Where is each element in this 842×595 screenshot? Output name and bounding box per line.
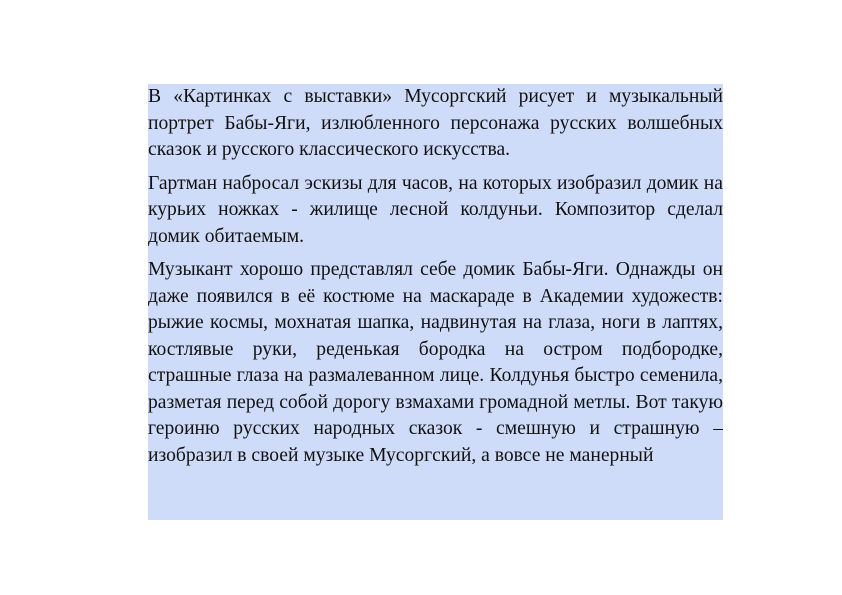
text-box: [148, 84, 723, 520]
paragraph-1: В «Картинках с выставки» Мусоргский рисует и музыкальный портрет Бабы-Яги, излюбленного персонажа русских волшебных сказок и русского классического искусства.: [148, 86, 723, 160]
paragraph-2: Гартман набросал эскизы для часов, на которых изобразил домик на курьих ножках - жилище лесной колдуньи. Композитор сделал домик обитаемым.: [148, 172, 723, 247]
paragraph-3: Музыкант хорошо представлял себе домик Бабы-Яги. Однажды он даже появился в её костюме на маскараде в Академии художеств: рыжие космы, мохнатая шапка, надвинутая на глаза, ноги в лаптях, костлявые руки, реденькая бородка на остром подбородке, страшные глаза на размалеванном лице. Колдунья быстро семенила, разметая перед собой дорогу взмахами громадной метлы. Вот такую героиню русских народных сказок - смешную и страшную – изобразил в своей музыке Мусоргский, а вовсе не манерный: [148, 259, 723, 466]
